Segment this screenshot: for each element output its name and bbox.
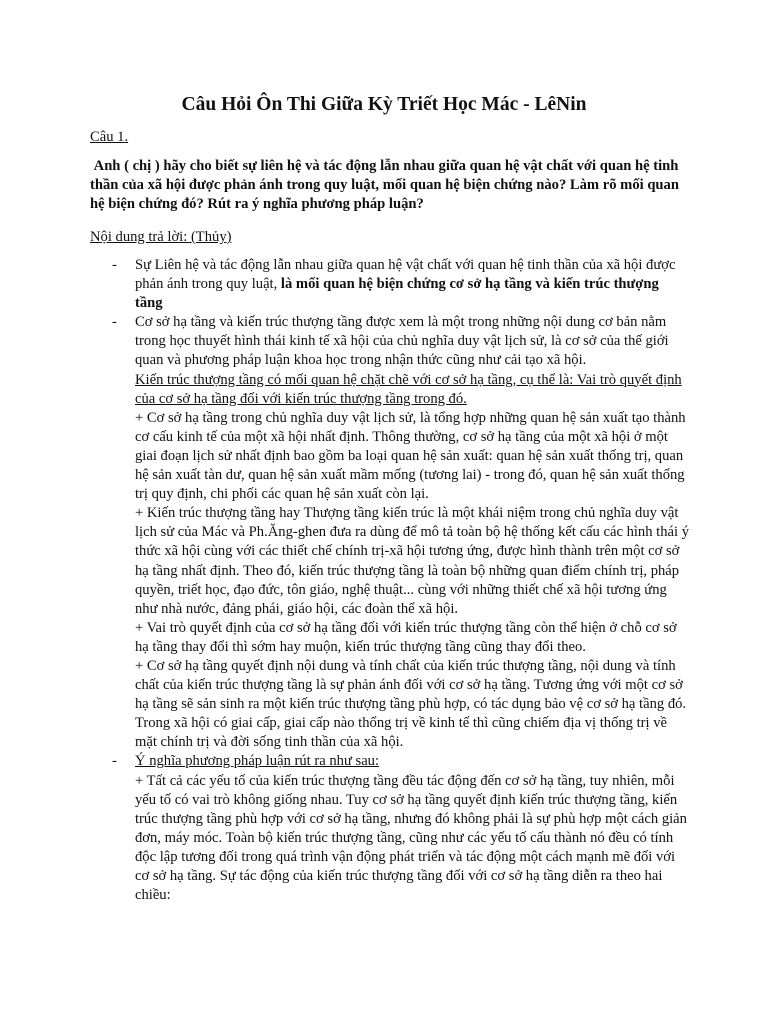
answer-list (90, 256, 690, 905)
bullet-text-bold: là mối quan hệ biện chứng cơ sở hạ tầng và kiến trúc thượng tầng (135, 276, 659, 312)
paragraph-base: + Cơ sở hạ tầng trong chủ nghĩa duy vật lịch sử, là tổng hợp những quan hệ sản xuất tạo thành cơ cấu kinh tế của một xã hội nhất định. Thông thường, cơ sở hạ tầng của một xã hội ở một giai đoạn lịch sử nhất định bao gồm ba loại quan hệ sản xuất: quan hệ sản xuất thống trị, quan hệ sản xuất tàn dư, quan hệ sản xuất mầm mống (tương lai) - trong đó, quan hệ sản xuất thống trị quy định, chi phối các quan hệ sản xuất còn lại. (135, 409, 686, 503)
section-label: Câu 1. (90, 129, 129, 145)
paragraph-determines: + Cơ sở hạ tầng quyết định nội dung và tính chất của kiến trúc thượng tầng, nội dung và tính chất của kiến trúc thượng tầng là sự phản ánh đối với cơ sở hạ tầng. Tương ứng với một cơ sở hạ tầng sẽ sản sinh ra một kiến trúc thượng tầng phù hợp, có tác dụng bảo vệ cơ sở hạ tầng đó. Trong xã hội có giai cấp, giai cấp nào thống trị về kinh tế thì cũng chiếm địa vị thống trị về mặt chính trị và đời sống tinh thần của xã hội. (135, 657, 687, 751)
list-item (90, 313, 690, 752)
list-item (90, 256, 690, 313)
question-text (90, 157, 680, 215)
question-body: Anh ( chị ) hãy cho biết sự liên hệ và tác động lẫn nhau giữa quan hệ vật chất với quan hệ tinh thần của xã hội được phản ánh trong quy luật, mối quan hệ biện chứng nào? Làm rõ mối quan hệ biện chứng đó? Rút ra ý nghĩa phương pháp luận? (90, 158, 679, 213)
bullet-text: Sự Liên hệ và tác động lẫn nhau giữa quan hệ vật chất với quan hệ tinh thần của xã hội được phản ánh trong quy luật, (135, 257, 676, 293)
paragraph-methodology: + Tất cả các yếu tố của kiến trúc thượng tầng đều tác động đến cơ sở hạ tầng, tuy nhiên, mỗi yếu tố có vai trò không giống nhau. Tuy cơ sở hạ tầng quyết định kiến trúc thượng tầng, kiến trúc thượng tầng phù hợp với cơ sở hạ tầng, nhưng đó không phải là sự phù hợp một cách giản đơn, máy móc. Toàn bộ kiến trúc thượng tầng, cũng như các yếu tố cấu thành nó đều có tính độc lập tương đối trong quá trình vận động phát triển và tác động một cách mạnh mẽ đối với cơ sở hạ tầng. Sự tác động của kiến trúc thượng tầng đối với cơ sở hạ tầng diễn ra theo hai chiều: (135, 772, 687, 904)
list-item (90, 752, 690, 905)
paragraph-superstructure: + Kiến trúc thượng tầng hay Thượng tầng kiến trúc là một khái niệm trong chủ nghĩa duy vật lịch sử của Mác và Ph.Ăng-ghen đưa ra dùng để mô tả toàn bộ hệ thống kết cấu các hình thái ý thức xã hội cùng với các thiết chế chính trị-xã hội tương ứng, được hình thành trên một cơ sở hạ tầng nhất định. Theo đó, kiến trúc thượng tầng là toàn bộ những quan điểm chính trị, pháp quyền, triết học, đạo đức, tôn giáo, nghệ thuật... cùng với những thiết chế xã hội tương ứng như nhà nước, đảng phái, giáo hội, các đoàn thể xã hội. (135, 505, 690, 617)
paragraph-underlined: Kiến trúc thượng tầng có mối quan hệ chặt chẽ với cơ sở hạ tầng, cụ thể là: Vai trò quyết định của cơ sở hạ tầng đối với kiến trúc thượng tầng trong đó. (135, 371, 682, 407)
document-title: Câu Hỏi Ôn Thi Giữa Kỳ Triết Học Mác - LêNin (181, 94, 587, 115)
paragraph-intro: Cơ sở hạ tầng và kiến trúc thượng tầng được xem là một trong những nội dung cơ bản nằm trong học thuyết hình thái kinh tế xã hội của chủ nghĩa duy vật lịch sử, là cơ sở của thế giới quan và phương pháp luận khoa học trong nhận thức cũng như cải tạo xã hội. (135, 314, 669, 369)
bullet-dash: - (112, 257, 117, 273)
paragraph-role: + Vai trò quyết định của cơ sở hạ tầng đối với kiến trúc thượng tầng còn thể hiện ở chỗ cơ sở hạ tầng thay đổi thì sớm hay muộn, kiến trúc thượng tầng cũng thay đổi theo. (135, 619, 677, 655)
bullet-dash: - (112, 314, 117, 331)
bullet-dash: - (112, 753, 117, 770)
answer-label: Nội dung trả lời: (Thủy) (90, 229, 232, 245)
paragraph-underlined: Ý nghĩa phương pháp luận rút ra như sau: (135, 753, 380, 770)
